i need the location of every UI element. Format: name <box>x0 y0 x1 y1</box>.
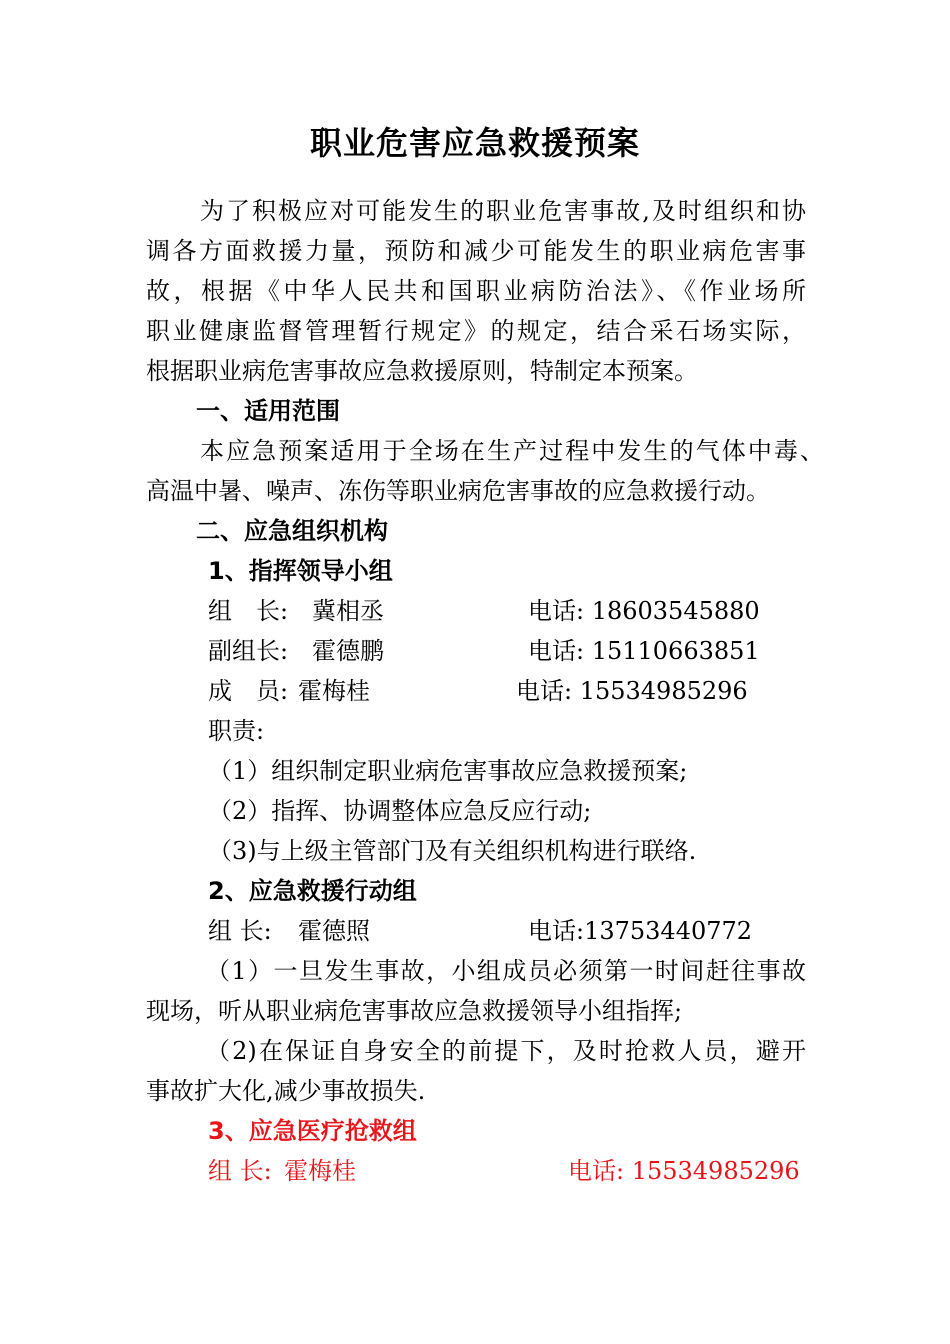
member-role: 组 长: <box>208 597 289 625</box>
member-name: 霍梅桂 <box>298 677 370 705</box>
scope-line-2: 高温中暑、噪声、冻伤等职业病危害事故的应急救援行动。 <box>146 477 770 505</box>
intro-line-1: 为了积极应对可能发生的职业危害事故,及时组织和协 <box>200 197 806 225</box>
member-role: 副组长: <box>208 637 289 665</box>
intro-line-2: 调各方面救援力量，预防和减少可能发生的职业病危害事 <box>146 237 806 265</box>
rescue-duty-line-4: 事故扩大化,减少事故损失. <box>146 1077 426 1105</box>
rescue-duty-line-3: （2)在保证自身安全的前提下，及时抢救人员，避开 <box>206 1037 806 1065</box>
medical-leader-phone: 电话: 15534985296 <box>568 1157 800 1185</box>
duty-item: （1）组织制定职业病危害事故应急救援预案; <box>208 757 688 785</box>
duty-item: （2）指挥、协调整体应急反应行动; <box>208 797 592 825</box>
document-title: 职业危害应急救援预案 <box>309 124 640 162</box>
leader-phone: 电话:13753440772 <box>528 917 753 945</box>
scope-line-1: 本应急预案适用于全场在生产过程中发生的气体中毒、 <box>200 437 824 465</box>
leader-name: 霍德照 <box>298 917 370 945</box>
member-phone: 电话: 15534985296 <box>516 677 748 705</box>
member-phone: 电话: 18603545880 <box>528 597 760 625</box>
duty-label: 职责: <box>208 717 265 745</box>
leader-role: 组 长: <box>208 917 272 945</box>
intro-line-3: 故，根据《中华人民共和国职业病防治法》、《作业场所 <box>146 277 806 305</box>
group-heading-rescue: 2、应急救援行动组 <box>208 877 417 905</box>
rescue-duty-line-2: 现场，听从职业病危害事故应急救援领导小组指挥; <box>146 997 683 1025</box>
group-heading-command: 1、指挥领导小组 <box>208 557 393 585</box>
section-heading-scope: 一、适用范围 <box>196 397 340 425</box>
section-heading-organization: 二、应急组织机构 <box>196 517 388 545</box>
member-phone: 电话: 15110663851 <box>528 637 760 665</box>
member-role: 成 员: <box>208 677 289 705</box>
duty-item: （3)与上级主管部门及有关组织机构进行联络. <box>208 837 697 865</box>
group-heading-medical: 3、应急医疗抢救组 <box>208 1117 417 1145</box>
rescue-duty-line-1: （1）一旦发生事故，小组成员必须第一时间赶往事故 <box>206 957 806 985</box>
medical-leader-role: 组 长: <box>208 1157 272 1185</box>
intro-line-5: 根据职业病危害事故应急救援原则，特制定本预案。 <box>146 357 698 385</box>
medical-leader-name: 霍梅桂 <box>284 1157 356 1185</box>
intro-line-4: 职业健康监督管理暂行规定》的规定，结合采石场实际， <box>146 317 806 345</box>
member-name: 冀相丞 <box>312 597 384 625</box>
member-name: 霍德鹏 <box>312 637 384 665</box>
